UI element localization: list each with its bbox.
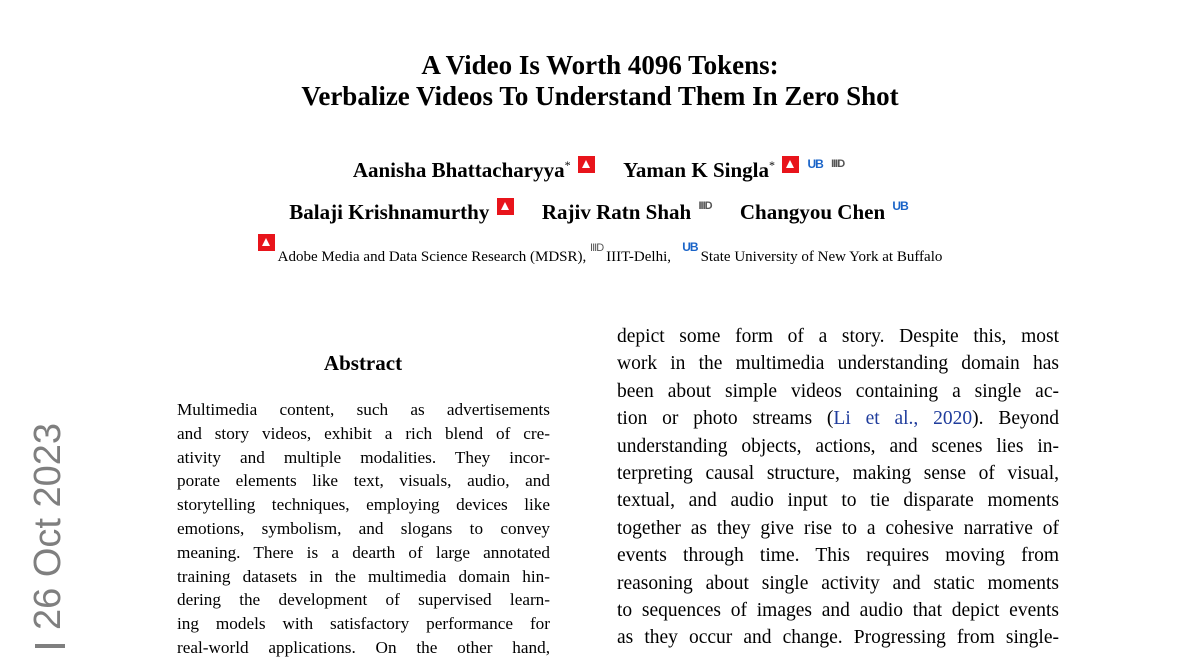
adobe-logo-icon bbox=[497, 198, 514, 215]
abstract-line: ing models with satisfactory performance for bbox=[177, 614, 550, 634]
adobe-logo-icon bbox=[578, 156, 595, 173]
abstract-line: porate elements like text, visuals, audio, and bbox=[177, 471, 550, 491]
ub-logo-icon: UB bbox=[807, 157, 823, 172]
intro-line: textual, and audio input to tie disparate moments bbox=[617, 490, 1059, 512]
intro-line: together as they give rise to a cohesive narrative of bbox=[617, 517, 1059, 539]
author-name: Rajiv Ratn Shah bbox=[541, 200, 692, 224]
paper-title bbox=[0, 50, 1200, 112]
affiliation-suny: State University of New York at Buffalo bbox=[700, 249, 943, 265]
abstract-line: meaning. There is a dearth of large annotated bbox=[177, 542, 550, 562]
author-changyou bbox=[740, 192, 911, 225]
affiliations bbox=[0, 234, 1200, 266]
intro-line bbox=[617, 405, 1059, 432]
author-name: Changyou Chen bbox=[739, 200, 886, 224]
abstract-line: and story videos, exhibit a rich blend of cre- bbox=[177, 423, 550, 443]
adobe-logo-icon bbox=[258, 234, 275, 251]
intro-line: work in the multimedia understanding domain has bbox=[617, 353, 1059, 375]
author-balaji bbox=[289, 192, 516, 225]
citation-link[interactable]: Li et al., 2020 bbox=[833, 408, 973, 430]
affiliation-adobe: Adobe Media and Data Science Research (MDSR), bbox=[277, 249, 587, 265]
equal-contribution-mark: * bbox=[564, 158, 571, 172]
abstract-body bbox=[177, 398, 550, 660]
intro-line: depict some form of a story. Despite this, most bbox=[617, 326, 1059, 347]
abstract-line: real-world applications. On the other hand, bbox=[177, 637, 550, 657]
author-name: Aanisha Bhattacharyya bbox=[352, 158, 565, 182]
author-yaman bbox=[623, 150, 847, 183]
iiit-logo-icon: IIID bbox=[831, 158, 845, 171]
abstract-line: emotions, symbolism, and slogans to convey bbox=[177, 518, 550, 538]
stamp-date: 26 Oct 2023 bbox=[27, 422, 69, 630]
intro-line: terpreting causal structure, making sense of visual, bbox=[617, 463, 1059, 485]
title-line-1: A Video Is Worth 4096 Tokens: bbox=[421, 50, 779, 80]
intro-line: reasoning about single activity and static moments bbox=[617, 572, 1059, 594]
abstract-heading: Abstract bbox=[323, 351, 403, 375]
stamp-bar bbox=[35, 644, 65, 648]
affiliation-iiit: IIIT-Delhi, bbox=[606, 249, 671, 265]
arxiv-date-stamp bbox=[26, 388, 70, 648]
intro-line: to sequences of images and audio that depict events bbox=[617, 600, 1059, 622]
intro-line: been about simple videos containing a single ac- bbox=[617, 380, 1059, 402]
ub-logo-icon: UB bbox=[682, 240, 698, 254]
title-line-2: Verbalize Videos To Understand Them In Zero Shot bbox=[301, 81, 899, 111]
intro-line: events through time. This requires moving from bbox=[617, 545, 1059, 567]
iiit-logo-icon: IIID bbox=[590, 242, 604, 254]
abstract-line: storytelling techniques, employing devices like bbox=[177, 495, 550, 515]
abstract-line: dering the development of supervised learn- bbox=[177, 590, 550, 610]
intro-line: as they occur and change. Progressing from single- bbox=[617, 627, 1059, 649]
ub-logo-icon: UB bbox=[892, 199, 908, 214]
intro-text: ). Beyond bbox=[972, 408, 1060, 430]
author-rajiv bbox=[542, 192, 715, 225]
authors-row-1 bbox=[0, 150, 1200, 183]
intro-line: understanding objects, actions, and scenes lies in- bbox=[617, 435, 1059, 457]
iiit-logo-icon: IIID bbox=[698, 200, 712, 213]
intro-text: tion or photo streams ( bbox=[617, 408, 834, 430]
author-aanisha bbox=[353, 150, 598, 183]
abstract-line: training datasets in the multimedia domain hin- bbox=[177, 566, 550, 586]
abstract-line: Multimedia content, such as advertisements bbox=[177, 400, 550, 419]
abstract-line: ativity and multiple modalities. They incor- bbox=[177, 447, 550, 467]
author-name: Yaman K Singla bbox=[623, 158, 769, 182]
authors-row-2 bbox=[0, 192, 1200, 225]
adobe-logo-icon bbox=[782, 156, 799, 173]
author-name: Balaji Krishnamurthy bbox=[289, 200, 490, 224]
equal-contribution-mark: * bbox=[768, 158, 775, 172]
introduction-body bbox=[617, 323, 1059, 652]
